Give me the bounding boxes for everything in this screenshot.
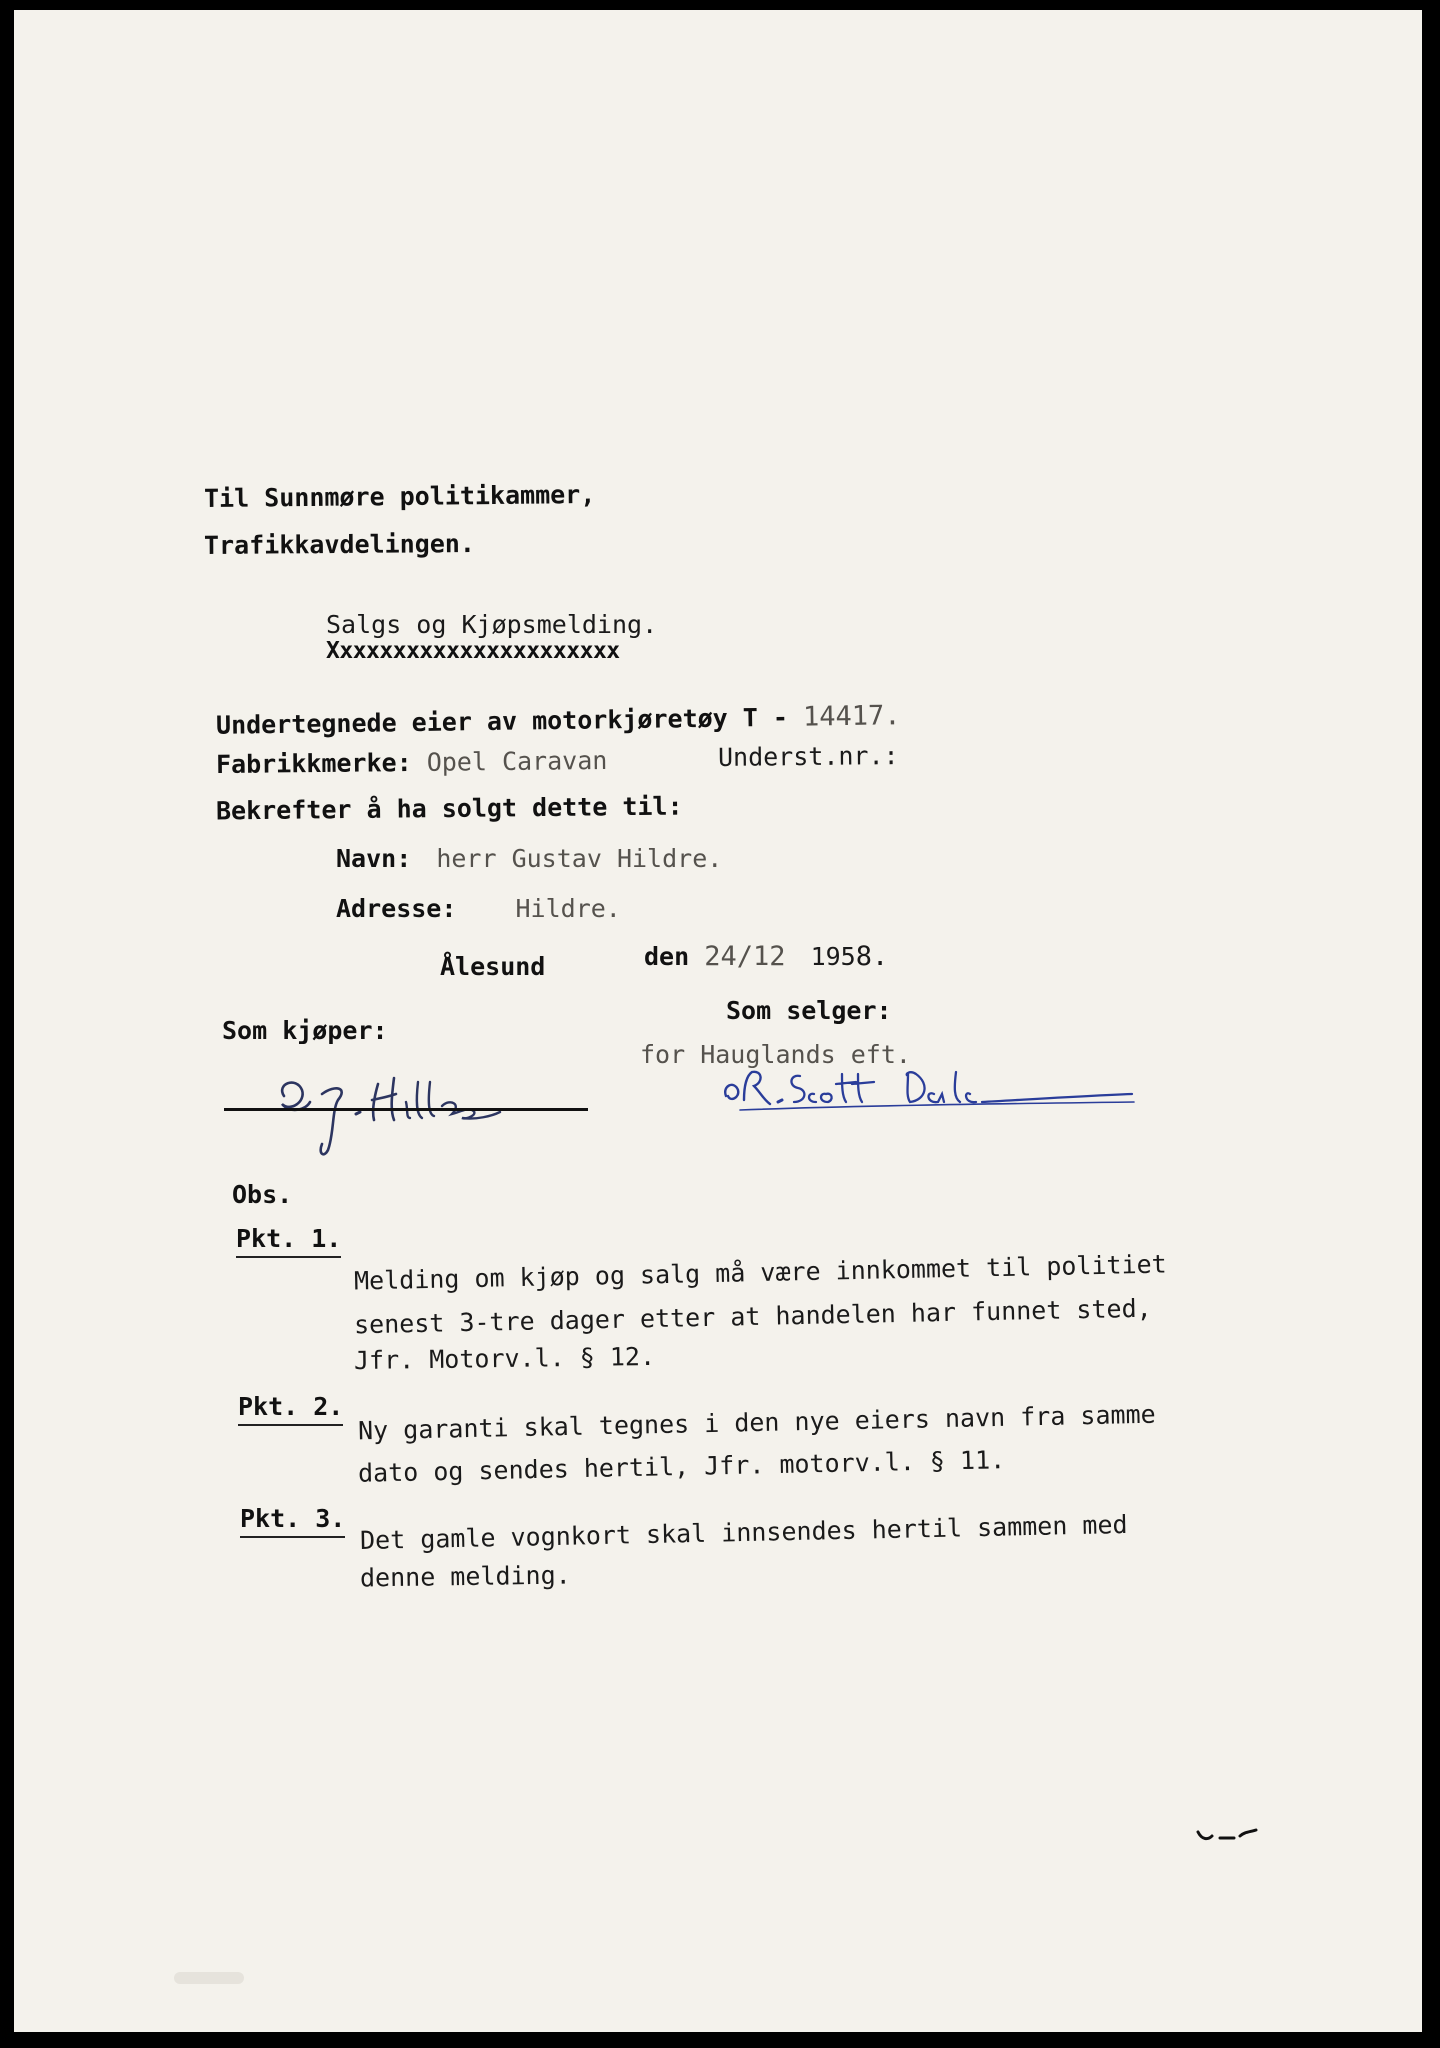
buyer-signature-line [224,1108,588,1111]
make-row [216,746,608,780]
form-title: Salgs og Kjøpsmelding. [326,610,658,639]
chassis-label: Underst.nr.: [717,741,899,772]
ink-smudge [1194,1822,1264,1846]
date-row [644,942,888,972]
recipient-line-1: Til Sunnmøre politikammer, [203,479,596,514]
note-1-label: Pkt. 1. [236,1224,341,1258]
buyer-name-label: Navn: [336,844,412,873]
note-2-line-2: dato og sendes hertil, Jfr. motorv.l. § 11. [357,1445,1006,1488]
buyer-address-value: Hildre. [515,894,621,923]
registration-number: 14417. [802,700,901,733]
note-3-line-1: Det gamle vognkort skal innsendes hertil sammen med [359,1509,1128,1556]
note-3-line-2: denne melding. [359,1560,571,1593]
confirm-text: Bekrefter å ha solgt dette til: [215,791,683,826]
buyer-address-label: Adresse: [336,894,457,923]
make-label: Fabrikkmerke: [215,748,412,780]
form-title-strikeout: Xxxxxxxxxxxxxxxxxxxxxx [326,638,620,664]
recipient-line-2: Trafikkavdelingen. [203,529,476,560]
owner-label: Undertegnede eier av motorkjøretøy T - [215,702,789,740]
document-page [14,10,1422,2032]
buyer-name-value: herr Gustav Hildre. [436,844,723,873]
buyer-address-row [336,894,621,924]
buyer-name-row [336,844,722,874]
paper-stain [174,1972,244,1984]
place: Ålesund [440,952,546,981]
year-prefix: 195 [810,942,856,971]
note-3-label: Pkt. 3. [240,1504,345,1538]
seller-on-behalf: for Hauglands eft. [640,1040,911,1069]
date-den-label: den [644,942,690,971]
buyer-signature-label: Som kjøper: [222,1016,388,1045]
owner-statement [216,701,901,741]
note-2-label: Pkt. 2. [238,1392,343,1426]
make-value: Opel Caravan [426,745,608,777]
note-2-line-1: Ny garanti skal tegnes i den nye eiers navn fra samme [357,1399,1156,1446]
seller-signature [720,1060,1140,1120]
obs-label: Obs. [232,1180,293,1209]
year-suffix: 8. [855,941,889,972]
note-1-line-2: senest 3-tre dager etter at handelen har funnet sted, [353,1293,1152,1340]
note-1-line-1: Melding om kjøp og salg må være innkommet til politiet [353,1249,1167,1296]
seller-signature-label: Som selger: [726,996,892,1025]
date-value: 24/12 [704,941,786,972]
note-1-line-3: Jfr. Motorv.l. § 12. [353,1341,656,1376]
